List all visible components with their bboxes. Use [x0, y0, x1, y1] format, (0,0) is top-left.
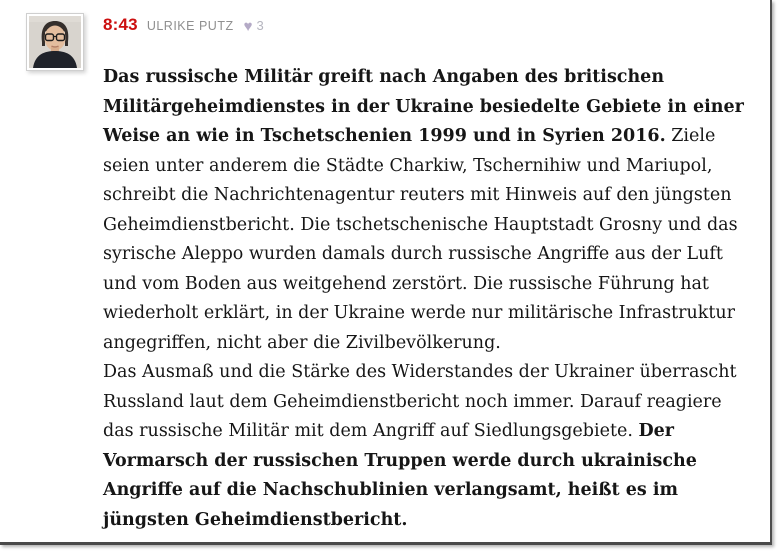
- entry-meta: [103, 15, 755, 37]
- body-text-segment: Das russische Militär greift nach Angaben des britischen Militärgeheimdienstes in der Ukraine besiedelte Gebiete in einer Weise an wie in Tschetschenien 1999 und in Syrien 2016.: [103, 67, 744, 146]
- timestamp: 8:43: [103, 15, 138, 34]
- heart-icon: ♥: [243, 18, 253, 35]
- author-avatar: [26, 13, 84, 71]
- author-portrait-photo: [29, 16, 81, 68]
- like-button[interactable]: [244, 18, 264, 33]
- entry-content: [103, 15, 755, 535]
- like-count: 3: [256, 18, 264, 33]
- body-text-segment: Der Vormarsch der russischen Truppen werde durch ukrainische Angriffe auf die Nachschublinien verlangsamt, heißt es im jüngsten Geheimdienstbericht.: [103, 421, 697, 530]
- body-text-segment: Ziele seien unter anderem die Städte Charkiw, Tschernihiw und Mariupol, schreibt die Nachrichtenagentur reuters mit Hinweis auf den jüngsten Geheimdienstbericht. Die tschetschenische Hauptstadt Grosny und das syrische Aleppo wurden damals durch russische Angriffe aus der Luft und vom Boden aus weitgehend zerstört. Die russische Führung hat wiederholt erklärt, in der Ukraine werde nur militärische Infrastruktur angegriffen, nicht aber die Zivilbevölkerung.: [103, 126, 738, 353]
- entry-body: [103, 63, 755, 535]
- author-name: ULRIKE PUTZ: [146, 19, 234, 33]
- body-text-segment: Das Ausmaß und die Stärke des Widerstandes der Ukrainer überrascht Russland laut dem Geheimdienstbericht noch immer. Darauf reagiere das russische Militär mit dem Angriff auf Siedlungsgebiete.: [103, 362, 737, 441]
